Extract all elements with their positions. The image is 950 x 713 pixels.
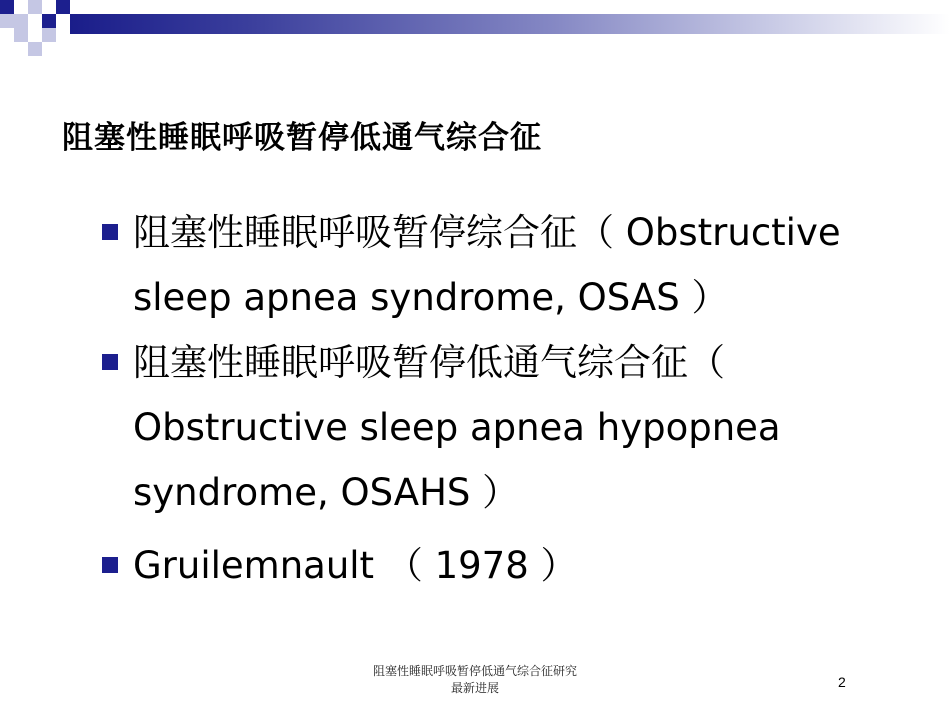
bullet-text: 阻塞性睡眠呼吸暂停综合征（ Obstructive sleep apnea syndrome, OSAS ） bbox=[133, 211, 841, 319]
bullet-text: 阻塞性睡眠呼吸暂停低通气综合征（ Obstructive sleep apnea hypopnea syndrome, OSAHS ） bbox=[133, 341, 781, 514]
corner-square-dark bbox=[56, 0, 70, 14]
square-bullet-icon bbox=[102, 354, 118, 370]
corner-square-light bbox=[14, 28, 28, 42]
corner-square-dark bbox=[42, 14, 56, 28]
corner-square-light bbox=[0, 14, 14, 28]
bullet-text: Gruilemnault （ 1978 ） bbox=[133, 544, 578, 587]
corner-square-light bbox=[14, 14, 28, 28]
corner-square-dark bbox=[0, 0, 14, 14]
footer-line: 阻塞性睡眠呼吸暂停低通气综合征研究 bbox=[372, 664, 577, 678]
slide-title: 阻塞性睡眠呼吸暂停低通气综合征 bbox=[62, 120, 542, 156]
slide-footer bbox=[330, 663, 620, 697]
footer-line: 最新进展 bbox=[450, 681, 499, 695]
corner-square-light bbox=[28, 0, 42, 14]
page-number: 2 bbox=[838, 674, 846, 690]
bullet-list bbox=[100, 200, 920, 598]
square-bullet-icon bbox=[102, 224, 118, 240]
header-gradient-bar bbox=[70, 14, 950, 34]
corner-square-light bbox=[28, 42, 42, 56]
bullet-item bbox=[100, 330, 920, 525]
square-bullet-icon bbox=[102, 557, 118, 573]
bullet-item bbox=[100, 200, 920, 330]
corner-square-light bbox=[42, 28, 56, 42]
bullet-item bbox=[100, 533, 920, 598]
